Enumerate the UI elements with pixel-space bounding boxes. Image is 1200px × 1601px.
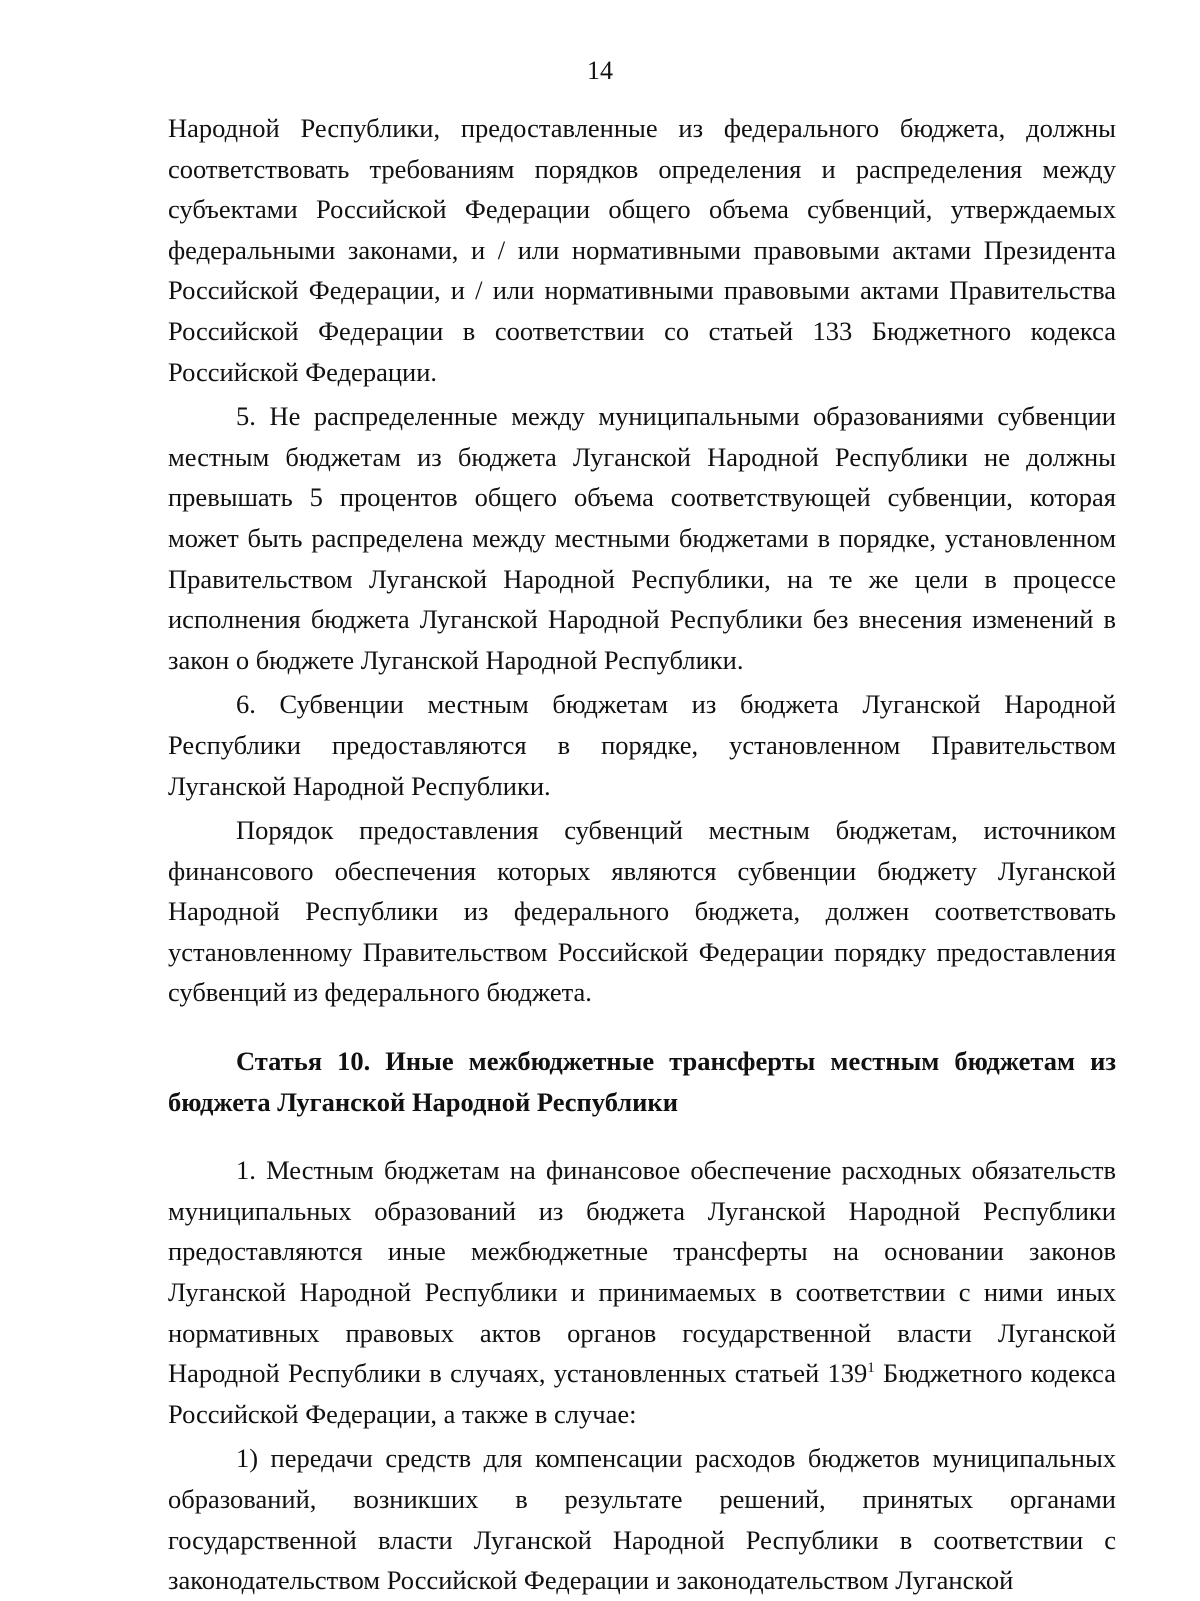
paragraph-item-5: 5. Не распределенные между муниципальными образованиями субвенции местным бюджетам из бюджета Луганской Народной Республики не должны превышать 5 процентов общего объема соответствующей субвенции, которая может быть распределена между местными бюджетами в порядке, установленном Правительством Луганской Народной Республики, на те же цели в процессе исполнения бюджета Луганской Народной Республики без внесения изменений в закон о бюджете Луганской Народной Республики. <box>168 401 1116 675</box>
superscript-number: 1 <box>867 1360 875 1377</box>
article-heading: Статья 10. Иные межбюджетные трансферты местным бюджетам из бюджета Луганской Народной Республики <box>168 1046 1116 1117</box>
paragraph-procedure: Порядок предоставления субвенций местным бюджетам, источником финансового обеспечения которых являются субвенции бюджету Луганской Народной Республики из федерального бюджета, должен соответствовать установленному Правительством Российской Федерации порядку предоставления субвенций из федерального бюджета. <box>168 815 1116 1008</box>
paragraph-item-6: 6. Субвенции местным бюджетам из бюджета Луганской Народной Республики предоставляются в порядке, установленном Правительством Луганской Народной Республики. <box>168 689 1116 801</box>
article-paragraph-1-text-end: Бюджетного кодекса Российской Федерации, а также в случае: <box>168 1358 1117 1429</box>
article-paragraph-1-text: 1. Местным бюджетам на финансовое обеспечение расходных обязательств муниципальных образований из бюджета Луганской Народной Республики предоставляются иные межбюджетные трансферты на основании законов Луганской Народной Республики и принимаемых в соответствии с ними иных нормативных правовых актов органов государственной власти Луганской Народной Республики в случаях, установленных статьей 139 <box>168 1155 1116 1389</box>
page-number: 14 <box>587 56 613 85</box>
paragraph-continuation: Народной Республики, предоставленные из федерального бюджета, должны соответствовать требованиям порядков определения и распределения между субъектами Российской Федерации общего объема субвенций, утверждаемых федеральными законами, и / или нормативными правовыми актами Президента Российской Федерации, и / или нормативными правовыми актами Правительства Российской Федерации в соответствии со статьей 133 Бюджетного кодекса Российской Федерации. <box>168 113 1116 387</box>
document-body <box>168 108 1116 1601</box>
article-paragraph-1 <box>168 1150 1116 1434</box>
article-subitem-1: 1) передачи средств для компенсации расходов бюджетов муниципальных образований, возникших в результате решений, принятых органами государственной власти Луганской Народной Республики в соответствии с законодательством Российской Федерации и законодательством Луганской <box>168 1443 1116 1596</box>
